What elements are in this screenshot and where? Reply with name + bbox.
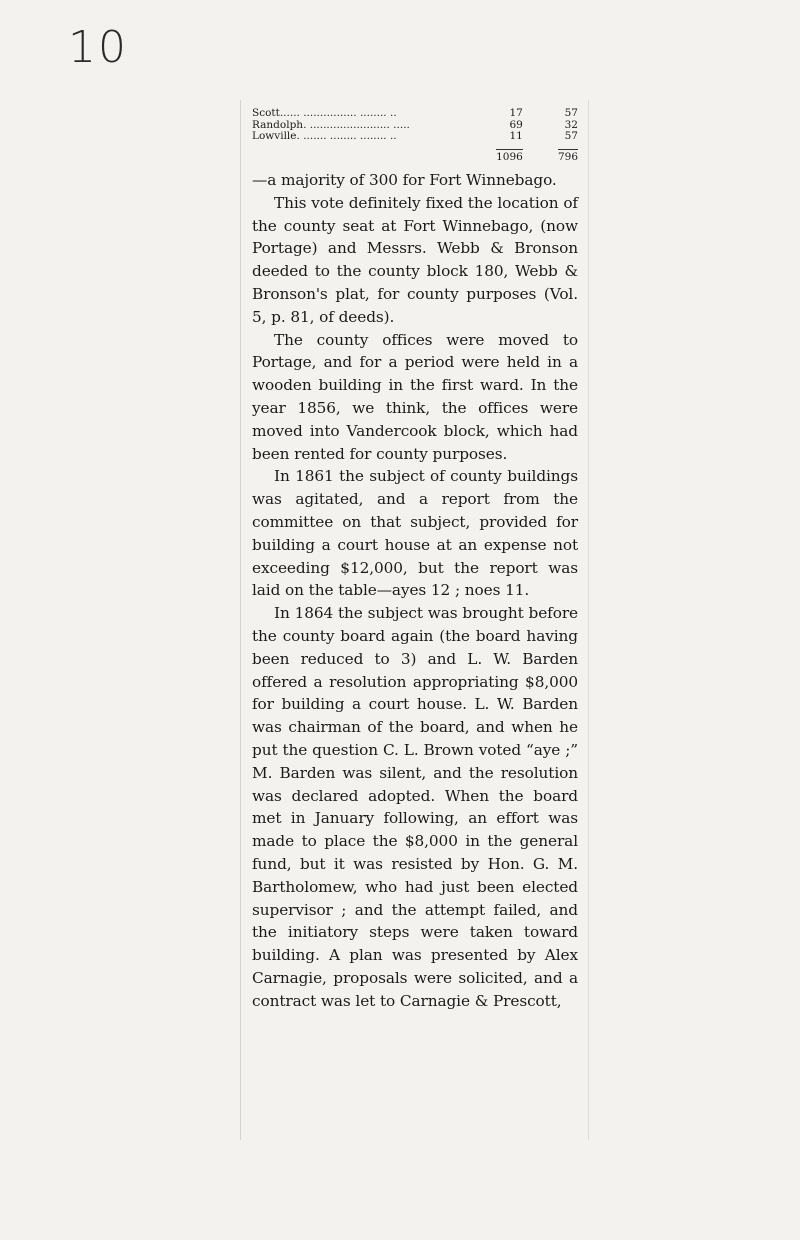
total-a: 1096: [496, 150, 523, 163]
paragraph: This vote definitely fixed the location of the county seat at Fort Winnebago, (now Portage) and Messrs. Webb & Bronson deeded to the county block 180, Webb & Bronson's plat, for county purposes (Vol. 5, p. 81, of deeds).: [252, 193, 578, 326]
vote-count-a: 17: [509, 107, 523, 119]
vote-table: [252, 108, 578, 163]
table-row: Lowville. ....... ........ ........ .. 11 57: [252, 130, 578, 142]
paragraph: —a majority of 300 for Fort Winnebago.: [252, 171, 557, 189]
vote-count-b: 57: [564, 130, 578, 142]
paragraph: In 1861 the subject of county buildings was agitated, and a report from the committee on that subject, provided for building a court house at an expense not exceeding $12,000, but the report was laid on the table—ayes 12 ; noes 11.: [252, 467, 578, 600]
total-b: 796: [557, 150, 578, 163]
table-row: Scott...... ................ ........ .. 17 57: [252, 107, 578, 119]
table-row: Randolph. ........................ ..... 69 32: [252, 118, 578, 131]
page-number-mark: 10: [68, 22, 128, 73]
paragraph: The county offices were moved to Portage, and for a period were held in a wooden building in the first ward. In the year 1856, we think, the offices were moved into Vandercook block, which had been rented for county purposes.: [252, 330, 578, 463]
article-column: [252, 108, 578, 1012]
vote-count-b: 32: [564, 118, 578, 131]
article-body: [252, 169, 578, 1012]
paragraph: In 1864 the subject was brought before the county board again (the board having been reduced to 3) and L. W. Barden offered a resolution appropriating $8,000 for building a court house. L. W. Barden was chairman of the board, and when he put the question C. L. Brown voted “aye ;” M. Barden was silent, and the resolution was declared adopted. When the board met in January following, an effort was made to place the $8,000 in the general fund, but it was resisted by Hon. G. M. Bartholomew, who had just been elected supervisor ; and the attempt failed, and the initiatory steps were taken toward building. A plan was presented by Alex Carnagie, proposals were solicited, and a contract was let to Carnagie & Prescott,: [252, 604, 578, 1010]
town-name: Scott: [252, 107, 280, 119]
town-name: Randolph: [252, 118, 304, 131]
town-name: Lowville: [252, 130, 297, 142]
column-left-edge: [240, 100, 241, 1140]
totals-row: [252, 143, 578, 164]
vote-count-a: 69: [509, 118, 523, 131]
vote-count-a: 11: [509, 130, 523, 142]
column-right-edge: [588, 100, 589, 1140]
vote-count-b: 57: [564, 107, 578, 119]
